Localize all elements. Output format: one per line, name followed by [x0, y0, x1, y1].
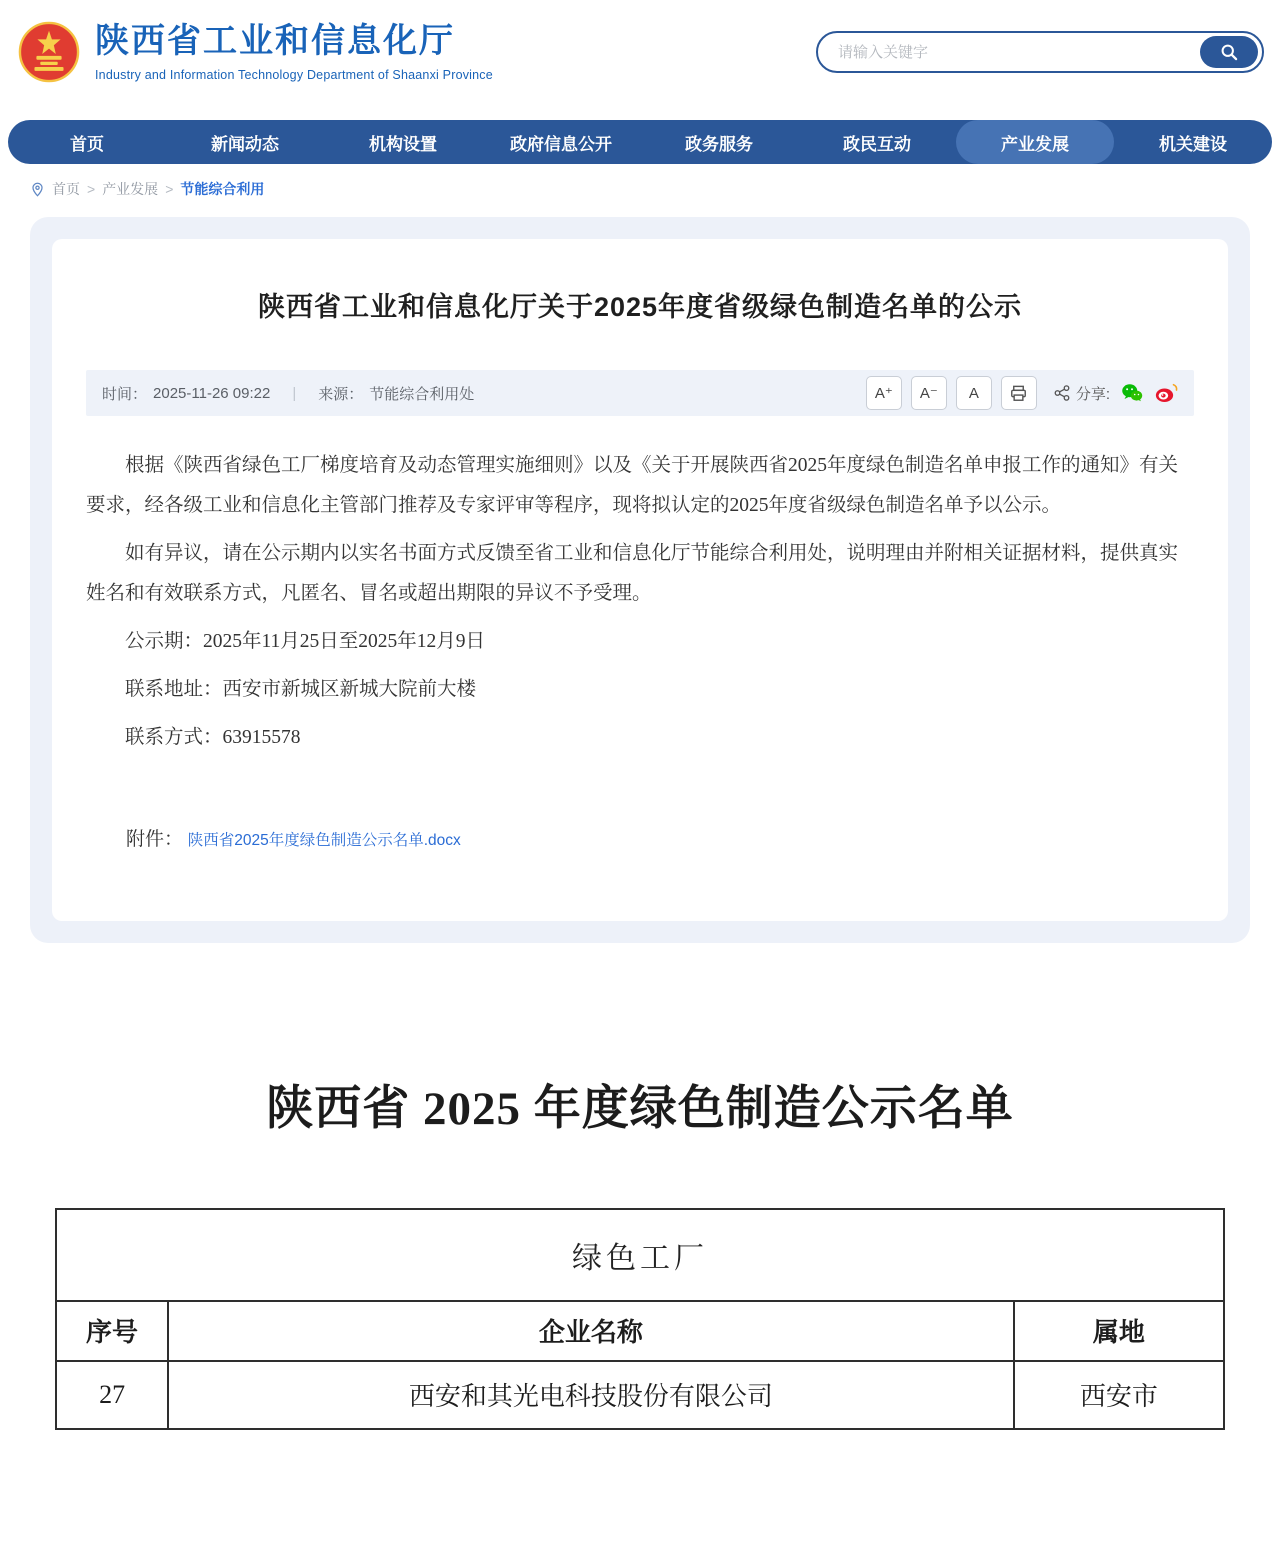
table-row	[56, 1361, 1224, 1429]
national-emblem-logo	[18, 21, 80, 83]
print-button[interactable]	[1001, 376, 1037, 410]
search-box	[816, 31, 1264, 73]
cell-serial: 27	[56, 1361, 168, 1429]
share-icon[interactable]	[1053, 384, 1071, 402]
table-header-row	[56, 1301, 1224, 1361]
nav-item-home[interactable]: 首页	[70, 134, 104, 154]
source-label: 来源：	[318, 385, 364, 403]
column-header-company: 企业名称	[168, 1301, 1014, 1361]
green-factory-table	[55, 1208, 1225, 1430]
attachment-label: 附件：	[126, 828, 184, 850]
contact-phone: 联系方式：63915578	[125, 726, 301, 748]
breadcrumb-separator: >	[165, 181, 174, 197]
article-meta-info	[102, 383, 857, 404]
breadcrumb-current[interactable]: 节能综合利用	[180, 181, 265, 197]
site-subtitle: Industry and Information Technology Department of Shaanxi Province	[95, 67, 493, 82]
brand-text	[95, 22, 493, 81]
breadcrumb-separator: >	[87, 181, 96, 197]
share-group	[1053, 383, 1110, 404]
breadcrumb	[0, 164, 1280, 207]
nav-item-organization[interactable]: 机构设置	[369, 134, 437, 154]
breadcrumb-home[interactable]: 首页	[52, 181, 80, 197]
nav-item-gov-info[interactable]: 政府信息公开	[510, 134, 612, 154]
wechat-share-icon[interactable]	[1120, 381, 1144, 405]
search-button[interactable]	[1200, 36, 1258, 68]
site-brand	[18, 21, 493, 83]
nav-item-gov-services[interactable]: 政务服务	[685, 134, 753, 154]
font-reset-button[interactable]: A	[956, 376, 992, 410]
cell-company: 西安和其光电科技股份有限公司	[168, 1361, 1014, 1429]
table-group-header: 绿色工厂	[56, 1209, 1224, 1301]
time-label: 时间：	[102, 385, 148, 403]
source-value: 节能综合利用处	[369, 385, 475, 403]
article-card	[52, 239, 1228, 921]
article-card-frame	[30, 217, 1250, 943]
meta-divider: |	[292, 384, 297, 402]
nav-item-news[interactable]: 新闻动态	[211, 134, 279, 154]
printer-icon	[1009, 384, 1028, 403]
article-title: 陕西省工业和信息化厅关于2025年度省级绿色制造名单的公示	[257, 292, 1023, 322]
column-header-serial: 序号	[56, 1301, 168, 1361]
publicity-period: 公示期：2025年11月25日至2025年12月9日	[125, 630, 486, 652]
attachment-link[interactable]: 陕西省2025年度绿色制造公示名单.docx	[187, 831, 461, 849]
site-title: 陕西省工业和信息化厅	[95, 22, 455, 61]
time-value: 2025-11-26 09:22	[153, 384, 271, 402]
font-decrease-button[interactable]: A⁻	[911, 376, 947, 410]
main-nav	[8, 120, 1272, 164]
font-increase-button[interactable]: A⁺	[866, 376, 902, 410]
document-preview	[0, 943, 1280, 1550]
share-label: 分享:	[1075, 385, 1110, 403]
paragraph: 根据《陕西省绿色工厂梯度培育及动态管理实施细则》以及《关于开展陕西省2025年度绿色制造名单申报工作的通知》有关要求，经各级工业和信息化主管部门推荐及专家评审等程序，现将拟认定的2025年度省级绿色制造名单予以公示。	[86, 455, 1179, 516]
nav-item-industry-development[interactable]: 产业发展	[956, 120, 1114, 164]
nav-item-interaction[interactable]: 政民互动	[843, 134, 911, 154]
article-meta-bar	[86, 370, 1194, 416]
location-pin-icon	[30, 182, 45, 197]
site-header	[0, 0, 1280, 104]
cell-location: 西安市	[1014, 1361, 1224, 1429]
search-input[interactable]	[820, 44, 1200, 61]
table-group-header-row	[56, 1209, 1224, 1301]
article-body	[86, 446, 1194, 758]
contact-address: 联系地址：西安市新城区新城大院前大楼	[125, 678, 477, 700]
nav-item-agency-building[interactable]: 机关建设	[1159, 134, 1227, 154]
search-icon	[1219, 42, 1239, 62]
paragraph: 如有异议，请在公示期内以实名书面方式反馈至省工业和信息化厅节能综合利用处，说明理由并附相关证据材料，提供真实姓名和有效联系方式，凡匿名、冒名或超出期限的异议不予受理。	[86, 542, 1179, 604]
weibo-share-icon[interactable]	[1154, 381, 1178, 405]
document-title: 陕西省 2025 年度绿色制造公示名单	[266, 1082, 1014, 1135]
column-header-location: 属地	[1014, 1301, 1224, 1361]
attachment-row	[86, 824, 1194, 851]
breadcrumb-industry[interactable]: 产业发展	[102, 181, 159, 197]
